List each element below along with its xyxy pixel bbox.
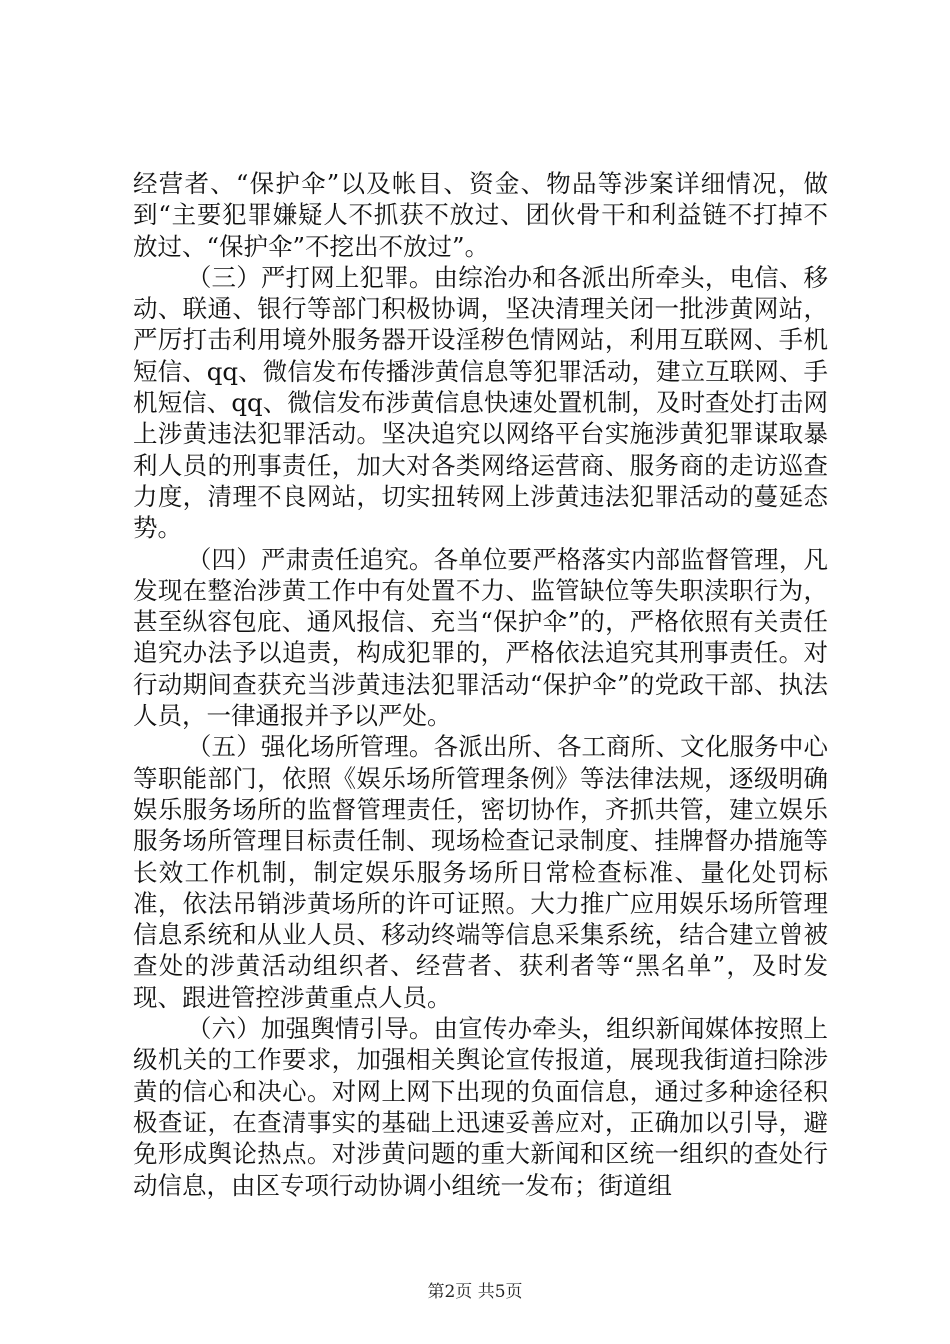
paragraph-section-6: （六）加强舆情引导。由宣传办牵头，组织新闻媒体按照上级机关的工作要求，加强相关舆论宣传报道，展现我街道扫除涉黄的信心和决心。对网上网下出现的负面信息，通过多种途径积极查证，在查清事实的基础上迅速妥善应对，正确加以引导，避免形成舆论热点。对涉黄问题的重大新闻和区统一组织的查处行动信息，由区专项行动协调小组统一发布；街道组 xyxy=(133,1014,828,1200)
paragraph-section-3: （三）严打网上犯罪。由综治办和各派出所牵头，电信、移动、联通、银行等部门积极协调，坚决清理关闭一批涉黄网站，严厉打击利用境外服务器开设淫秽色情网站，利用互联网、手机短信、qq、微信发布传播涉黄信息等犯罪活动，建立互联网、手机短信、qq、微信发布涉黄信息快速处置机制，及时查处打击网上涉黄违法犯罪活动。坚决追究以网络平台实施涉黄犯罪谋取暴利人员的刑事责任，加大对各类网络运营商、服务商的走访巡查力度，清理不良网站，切实扭转网上涉黄违法犯罪活动的蔓延态势。 xyxy=(133,262,828,543)
paragraph-continuation: 经营者、“保护伞”以及帐目、资金、物品等涉案详细情况，做到“主要犯罪嫌疑人不抓获不放过、团伙骨干和利益链不打掉不放过、“保护伞”不挖出不放过”。 xyxy=(133,169,828,261)
paragraph-section-4: （四）严肃责任追究。各单位要严格落实内部监督管理，凡发现在整治涉黄工作中有处置不力、监管缺位等失职渎职行为，甚至纵容包庇、通风报信、充当“保护伞”的，严格依照有关责任追究办法予以追责，构成犯罪的，严格依法追究其刑事责任。对行动期间查获充当涉黄违法犯罪活动“保护伞”的党政干部、执法人员，一律通报并予以严处。 xyxy=(133,544,828,731)
page-number-footer: 第2页 共5页 xyxy=(427,1282,523,1302)
paragraph-section-5: （五）强化场所管理。各派出所、各工商所、文化服务中心等职能部门，依照《娱乐场所管理条例》等法律法规，逐级明确娱乐服务场所的监督管理责任，密切协作，齐抓共管，建立娱乐服务场所管理目标责任制、现场检查记录制度、挂牌督办措施等长效工作机制，制定娱乐服务场所日常检查标准、量化处罚标准，依法吊销涉黄场所的许可证照。大力推广应用娱乐场所管理信息系统和从业人员、移动终端等信息采集系统，结合建立曾被查处的涉黄活动组织者、经营者、获利者等“黑名单”，及时发现、跟进管控涉黄重点人员。 xyxy=(133,732,828,1012)
document-body xyxy=(133,168,828,1201)
